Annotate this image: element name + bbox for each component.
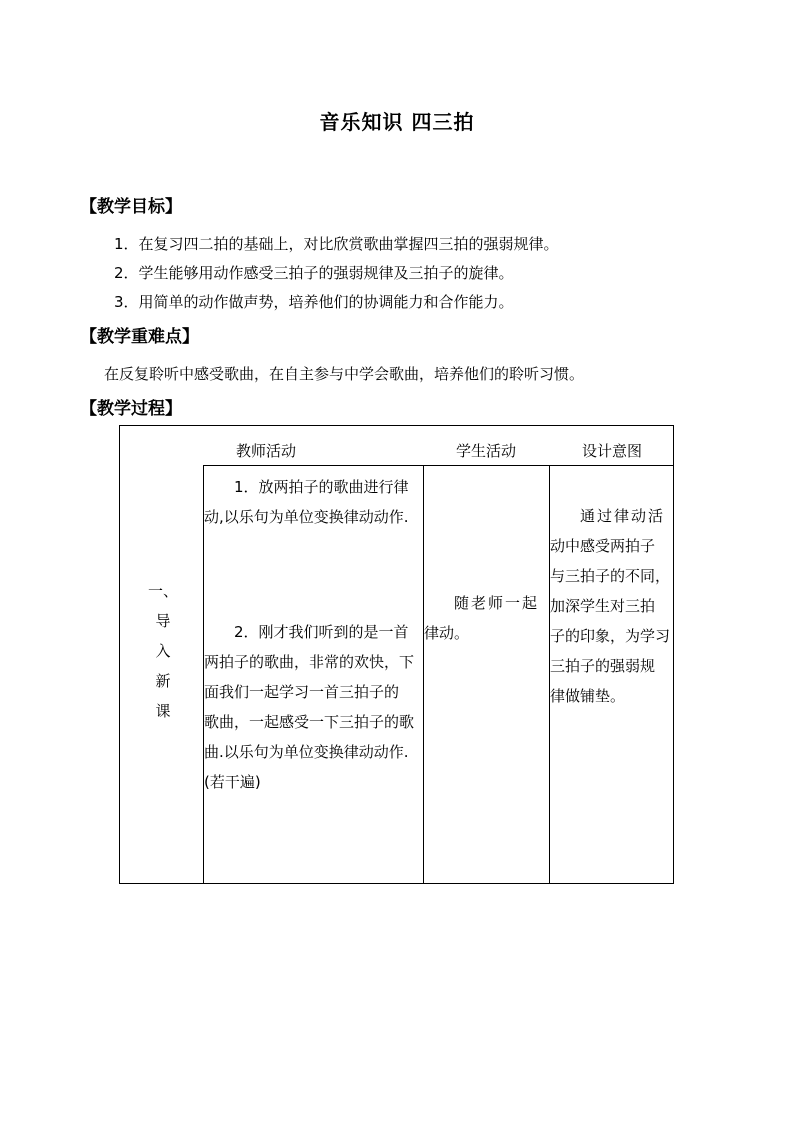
teacher-line: 曲.以乐句为单位变换律动动作. [204,743,409,761]
key-points-heading: 【教学重难点】 [80,327,199,347]
teacher-line: 1．放两拍子的歌曲进行律 [234,478,409,496]
stage-char: 一、 [148,582,179,600]
key-points-text: 在反复聆听中感受歌曲，在自主参与中学会歌曲，培养他们的聆听习惯。 [104,365,585,383]
teacher-line: (若干遍) [204,773,261,791]
header-teacher-activity: 教师活动 [236,442,297,460]
header-divider [203,465,674,466]
header-student-activity: 学生活动 [456,442,517,460]
design-line: 律做铺垫。 [550,687,626,705]
teacher-line: 面我们一起学习一首三拍子的 [204,683,400,701]
teacher-line: 动,以乐句为单位变换律动动作. [204,508,409,526]
student-activity [424,588,549,648]
stage-char: 课 [155,702,171,720]
stage-char: 新 [155,672,171,690]
stage-char: 入 [155,642,171,660]
stage-label [148,576,178,726]
teacher-activity-1 [204,472,423,532]
lesson-process-table [119,425,674,884]
design-line: 加深学生对三拍 [550,597,656,615]
design-intent [550,501,674,711]
student-line: 律动。 [424,624,470,642]
student-line: 随老师一起 [454,594,540,612]
teacher-line: 歌曲，一起感受一下三拍子的歌 [204,713,415,731]
teacher-line: 两拍子的歌曲，非常的欢快，下 [204,653,415,671]
design-line: 子的印象，为学习 [550,627,671,645]
objectives-heading: 【教学目标】 [80,197,182,217]
design-line: 动中感受两拍子 [550,537,656,555]
process-heading: 【教学过程】 [80,399,182,419]
header-design-intent: 设计意图 [582,442,643,460]
design-line: 三拍子的强弱规 [550,657,656,675]
stage-char: 导 [155,612,171,630]
teacher-line: 2．刚才我们听到的是一首 [234,623,409,641]
design-line: 通过律动活 [580,507,666,525]
objective-item-2: 2．学生能够用动作感受三拍子的强弱规律及三拍子的旋律。 [114,264,514,282]
design-line: 与三拍子的不同， [550,567,671,585]
column-divider-2 [423,465,424,884]
page-title: 音乐知识 四三拍 [319,110,475,134]
objective-item-3: 3．用简单的动作做声势，培养他们的协调能力和合作能力。 [114,293,514,311]
objective-item-1: 1．在复习四二拍的基础上，对比欣赏歌曲掌握四三拍的强弱规律。 [114,235,559,253]
teacher-activity-2 [204,617,423,797]
